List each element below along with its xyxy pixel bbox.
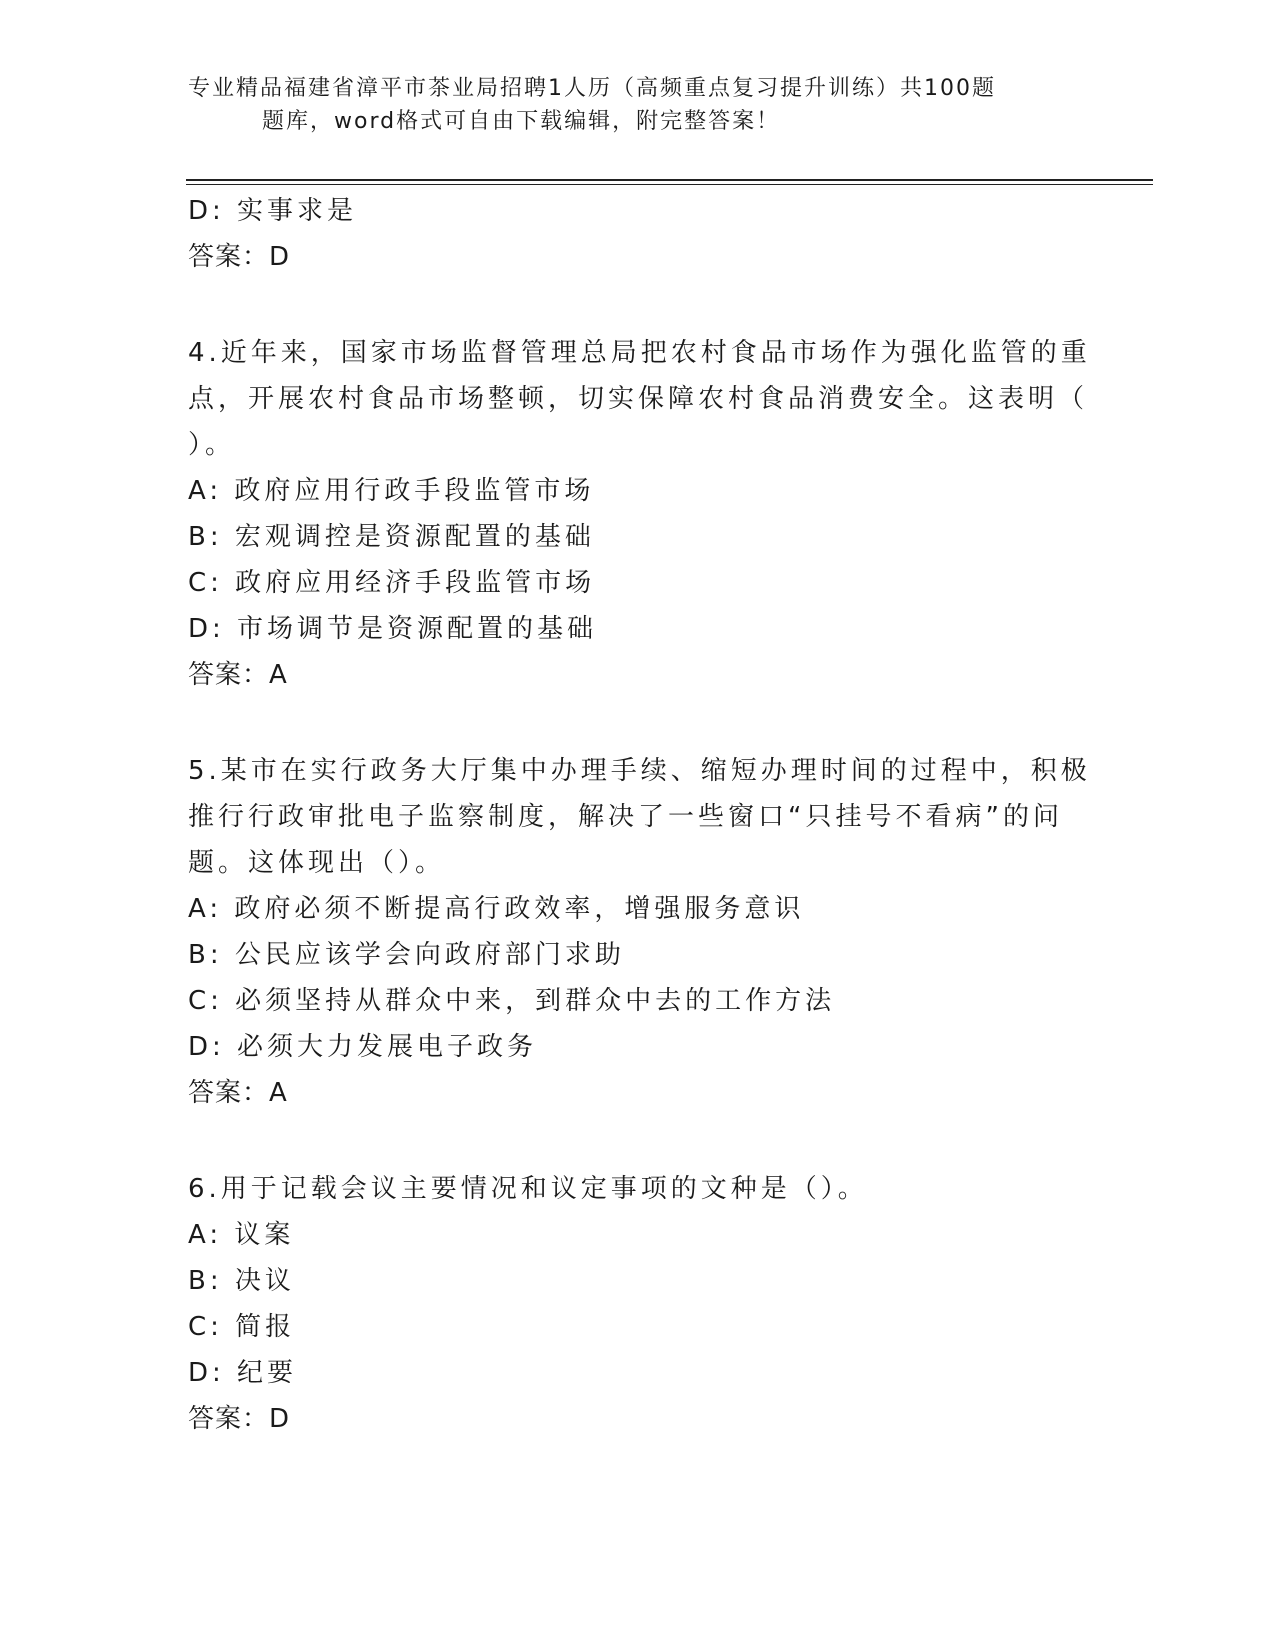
document-header [188,72,1068,138]
header-divider-thin [186,184,1153,185]
option-d: D: 必须大力发展电子政务 [188,1032,538,1062]
answer-line: 答案：D [188,242,291,272]
question-stem-line: 5.某市在实行政务大厅集中办理手续、缩短办理时间的过程中，积极 [188,756,1091,786]
question-stem-line: 4.近年来，国家市场监督管理总局把农村食品市场作为强化监管的重 [188,338,1091,368]
option-a: A: 政府必须不断提高行政效率，增强服务意识 [188,894,805,924]
spacer [188,698,1068,748]
option-a: A: 政府应用行政手段监管市场 [188,476,595,506]
answer-line: 答案：D [188,1404,291,1434]
option-a: A: 议案 [188,1220,295,1250]
question-5 [188,748,1091,1116]
option-c: C: 政府应用经济手段监管市场 [188,568,596,598]
question-stem-line: 点，开展农村食品市场整顿，切实保障农村食品消费安全。这表明（ [188,384,1089,414]
option-d: D: 实事求是 [188,196,358,226]
question-4 [188,330,1091,698]
question-stem-line: 题。这体现出（）。 [188,848,446,878]
option-d: D: 市场调节是资源配置的基础 [188,614,598,644]
question-6 [188,1166,1068,1442]
question-list [188,188,1091,1442]
header-title-line-2: 题库，word格式可自由下载编辑，附完整答案！ [262,109,781,134]
question-stem-line: ）。 [188,430,236,460]
option-d: D: 纪要 [188,1358,298,1388]
header-divider-thick [186,179,1153,181]
option-c: C: 简报 [188,1312,296,1342]
option-b: B: 决议 [188,1266,295,1296]
answer-line: 答案：A [188,660,288,690]
header-title-line-1: 专业精品福建省漳平市茶业局招聘1人历（高频重点复习提升训练）共100题 [188,76,996,101]
spacer [188,280,1068,330]
spacer [188,1116,1068,1166]
option-c: C: 必须坚持从群众中来，到群众中去的工作方法 [188,986,836,1016]
previous-question-tail [188,188,1068,280]
question-stem-line: 推行行政审批电子监察制度，解决了一些窗口“只挂号不看病”的问 [188,802,1063,832]
option-b: B: 宏观调控是资源配置的基础 [188,522,595,552]
option-b: B: 公民应该学会向政府部门求助 [188,940,625,970]
question-stem-line: 6.用于记载会议主要情况和议定事项的文种是（）。 [188,1174,868,1204]
answer-line: 答案：A [188,1078,288,1108]
